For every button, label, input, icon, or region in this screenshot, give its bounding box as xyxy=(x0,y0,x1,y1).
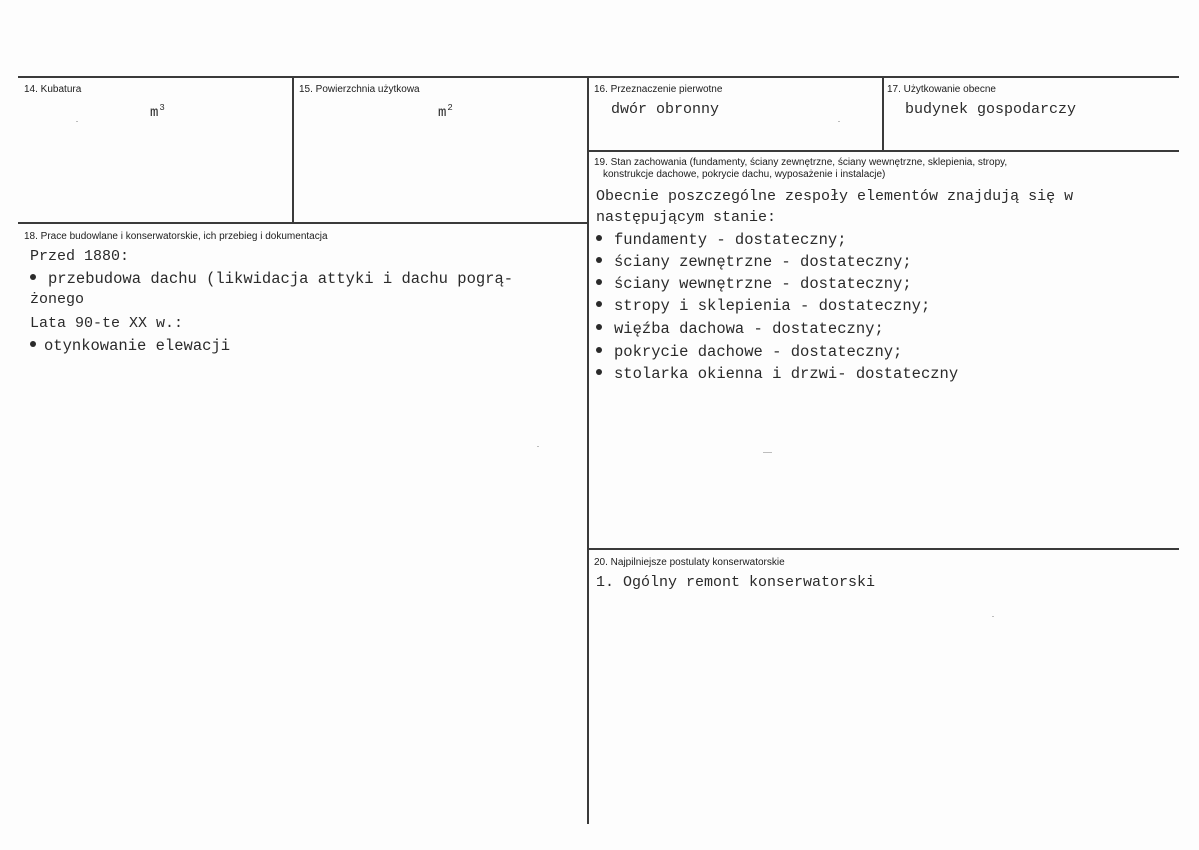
field-19-item xyxy=(596,318,884,340)
field-18-item-1 xyxy=(30,268,513,290)
field-19-item xyxy=(596,251,912,273)
field-19-intro-line-2: następującym stanie: xyxy=(596,209,777,226)
field-19-item xyxy=(596,363,958,385)
scan-speck xyxy=(76,121,78,122)
field-18-line-3: żonego xyxy=(30,291,85,308)
field-19-item-text: stropy i sklepienia - dostateczny; xyxy=(614,297,931,315)
field-14-unit-base: m xyxy=(150,105,159,121)
field-19-item xyxy=(596,341,902,363)
field-16-label: 16. Przeznaczenie pierwotne xyxy=(594,84,723,95)
top-rule xyxy=(18,76,1179,78)
field-19-label-line-2: konstrukcje dachowe, pokrycie dachu, wyposażenie i instalacje) xyxy=(603,169,886,180)
field-19-intro-line-1: Obecnie poszczególne zespoły elementów znajdują się w xyxy=(596,188,1074,205)
divider-14-15 xyxy=(292,76,294,223)
field-20-label: 20. Najpilniejsze postulaty konserwatorskie xyxy=(594,557,785,568)
field-15-unit-exponent: 2 xyxy=(447,103,453,113)
bullet-icon xyxy=(596,301,602,307)
field-19-label-line-1: 19. Stan zachowania (fundamenty, ściany zewnętrzne, ściany wewnętrzne, sklepienia, stropy, xyxy=(594,157,1008,168)
bullet-icon xyxy=(596,369,602,375)
field-18-line-4: Lata 90-te XX w.: xyxy=(30,315,184,332)
field-18-label: 18. Prace budowlane i konserwatorskie, ich przebieg i dokumentacja xyxy=(24,231,328,242)
field-19-item-text: pokrycie dachowe - dostateczny; xyxy=(614,343,903,361)
field-15-unit-base: m xyxy=(438,105,447,121)
field-18-line-2: przebudowa dachu (likwidacja attyki i dachu pogrą- xyxy=(48,270,514,288)
field-19-item-text: więźba dachowa - dostateczny; xyxy=(614,320,884,338)
scan-speck xyxy=(838,121,840,122)
field-18-item-2 xyxy=(30,335,230,357)
field-17-label: 17. Użytkowanie obecne xyxy=(887,84,996,95)
field-19-item-text: fundamenty - dostateczny; xyxy=(614,231,847,249)
divider-19-20 xyxy=(588,548,1179,550)
field-19-item xyxy=(596,273,912,295)
field-19-item xyxy=(596,229,847,251)
field-20-value: 1. Ogólny remont konserwatorski xyxy=(596,574,876,591)
field-15-label: 15. Powierzchnia użytkowa xyxy=(299,84,420,95)
field-19-item-text: ściany wewnętrzne - dostateczny; xyxy=(614,275,912,293)
field-17-value: budynek gospodarczy xyxy=(905,101,1077,118)
bullet-icon xyxy=(596,257,602,263)
field-14-unit-exponent: 3 xyxy=(159,103,165,113)
field-18-line-5: otynkowanie elewacji xyxy=(44,337,231,355)
bullet-icon xyxy=(596,235,602,241)
bullet-icon xyxy=(30,274,36,280)
scan-speck xyxy=(763,452,772,453)
divider-16-17 xyxy=(882,76,884,151)
field-19-item-text: stolarka okienna i drzwi- dostateczny xyxy=(614,365,959,383)
field-14-unit xyxy=(150,103,165,121)
bullet-icon xyxy=(596,324,602,330)
bullet-icon xyxy=(596,347,602,353)
scan-speck xyxy=(992,616,994,617)
divider-14-18 xyxy=(18,222,588,224)
scan-speck xyxy=(537,446,539,447)
field-15-unit xyxy=(438,103,453,121)
field-19-item-text: ściany zewnętrzne - dostateczny; xyxy=(614,253,912,271)
bullet-icon xyxy=(30,341,36,347)
field-14-label: 14. Kubatura xyxy=(24,84,82,95)
field-16-value: dwór obronny xyxy=(611,101,720,118)
field-19-item xyxy=(596,295,930,317)
center-divider xyxy=(587,76,589,824)
bullet-icon xyxy=(596,279,602,285)
field-18-line-1: Przed 1880: xyxy=(30,248,130,265)
